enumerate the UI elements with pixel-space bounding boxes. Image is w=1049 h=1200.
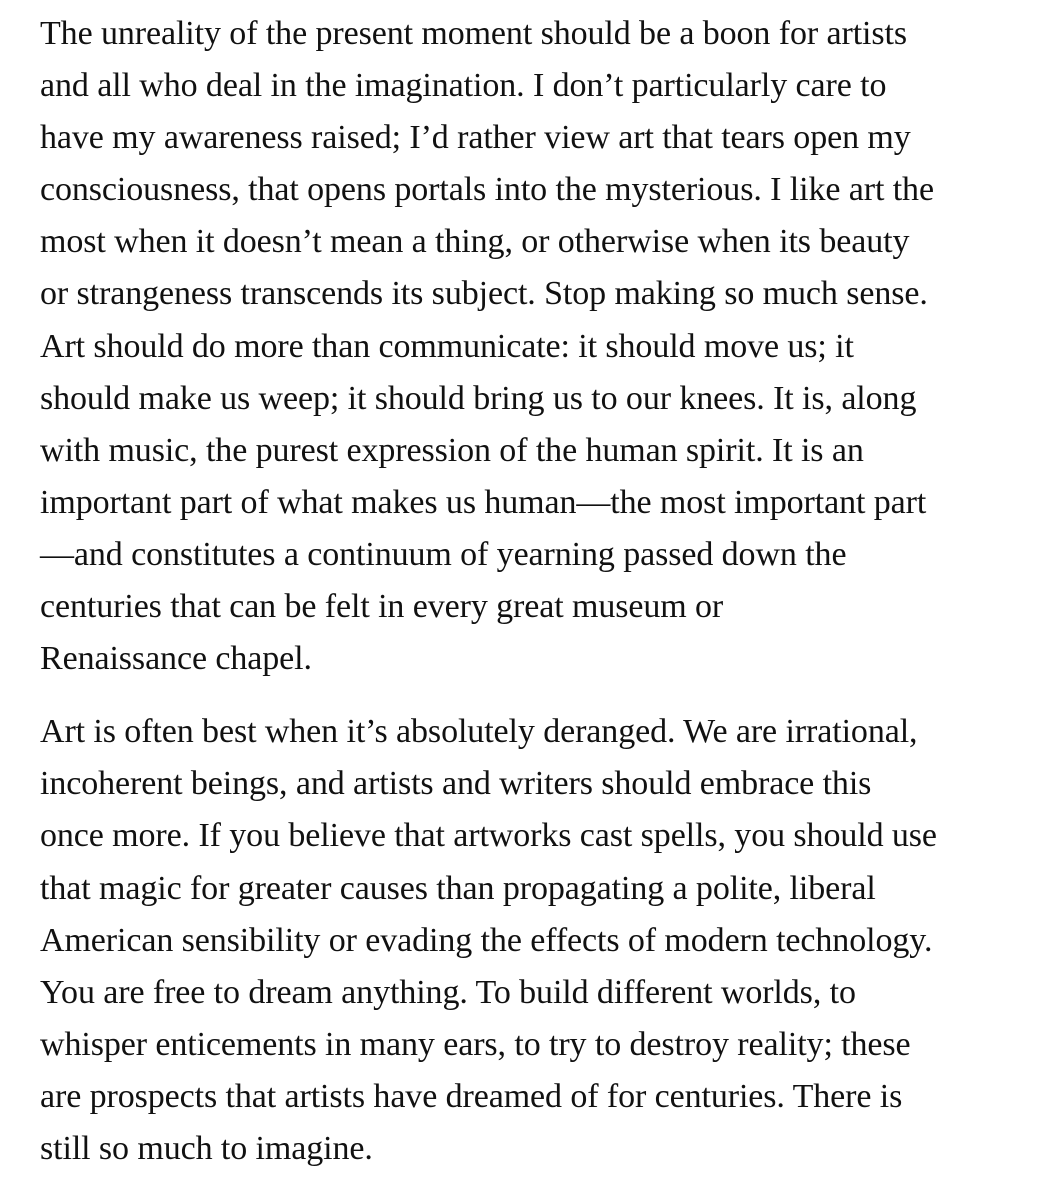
text-line: have my awareness raised; I’d rather view art that tears open my: [40, 119, 911, 157]
text-line: and all who deal in the imagination. I don’t particularly care to: [40, 67, 887, 105]
paragraph-deranged-art: [40, 706, 1045, 1175]
text-line: consciousness, that opens portals into the mysterious. I like art the: [40, 171, 934, 209]
paragraph-art-and-imagination: [40, 8, 1045, 685]
text-line: most when it doesn’t mean a thing, or otherwise when its beauty: [40, 223, 910, 261]
text-line: You are free to dream anything. To build different worlds, to: [40, 973, 856, 1011]
text-line: incoherent beings, and artists and writers should embrace this: [40, 765, 872, 803]
text-line: with music, the purest expression of the human spirit. It is an: [40, 431, 864, 469]
text-line: The unreality of the present moment should be a boon for artists: [40, 15, 907, 52]
text-line: still so much to imagine.: [40, 1129, 373, 1167]
text-line: whisper enticements in many ears, to try to destroy reality; these: [40, 1025, 911, 1063]
text-line: American sensibility or evading the effects of modern technology.: [40, 921, 933, 959]
text-line: —and constitutes a continuum of yearning passed down the: [40, 535, 847, 573]
text-line: or strangeness transcends its subject. Stop making so much sense.: [40, 275, 928, 313]
text-line: should make us weep; it should bring us to our knees. It is, along: [40, 379, 917, 417]
text-line: important part of what makes us human—the most important part: [40, 483, 927, 521]
text-line: Art should do more than communicate: it should move us; it: [40, 327, 854, 365]
text-line: Renaissance chapel.: [40, 640, 312, 678]
text-line: Art is often best when it’s absolutely deranged. We are irrational,: [40, 713, 918, 751]
text-line: centuries that can be felt in every great museum or: [40, 588, 724, 626]
text-line: that magic for greater causes than propagating a polite, liberal: [40, 869, 876, 907]
text-line: once more. If you believe that artworks cast spells, you should use: [40, 817, 937, 855]
article-body: [40, 8, 1045, 1175]
text-line: are prospects that artists have dreamed of for centuries. There is: [40, 1077, 903, 1115]
